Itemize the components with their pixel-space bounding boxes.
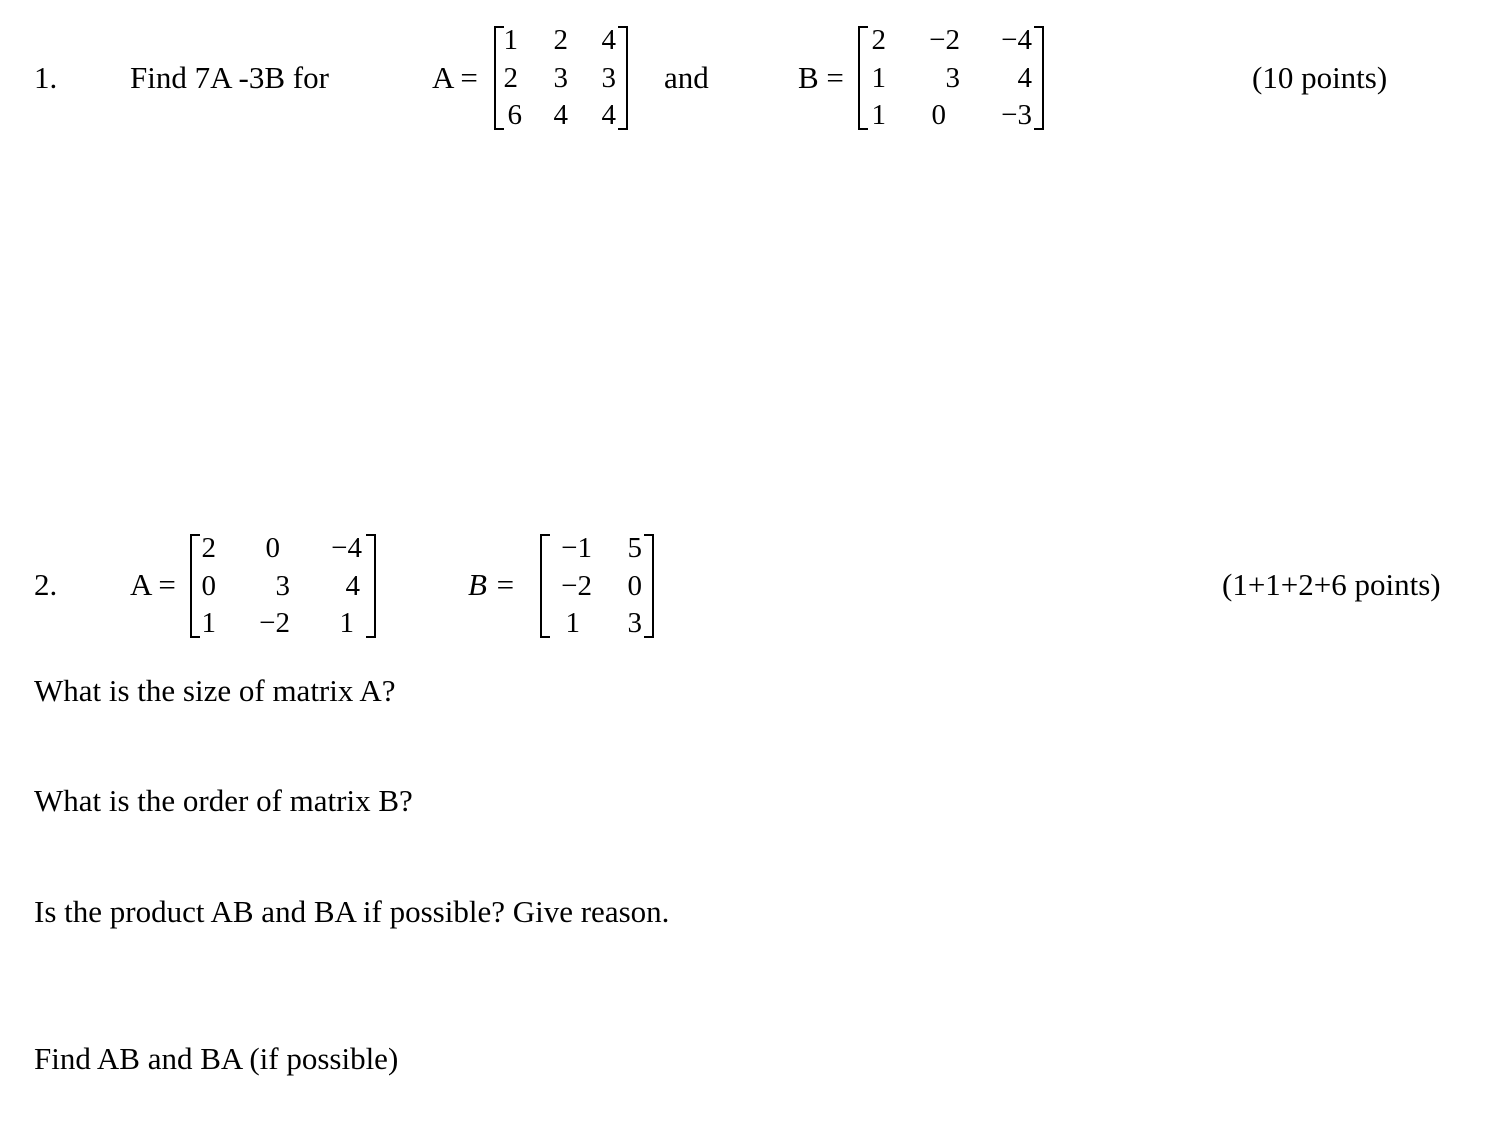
matrix-cell: −2 <box>561 570 592 602</box>
matrix-cell: 0 <box>201 570 216 602</box>
q2-question-size: What is the size of matrix A? <box>34 673 396 708</box>
matrix-cell: 4 <box>553 99 568 131</box>
matrix-cell: 2 <box>553 24 568 56</box>
q1-points: (10 points) <box>1252 60 1388 95</box>
matrix-cell: −1 <box>561 532 592 564</box>
matrix-cell: −4 <box>331 532 362 564</box>
matrix-cell: 1 <box>871 99 886 131</box>
matrix-cell: 3 <box>275 570 290 602</box>
q2-question-product: Is the product AB and BA if possible? Give reason. <box>34 894 670 929</box>
matrix-cell: 3 <box>945 62 960 94</box>
matrix-cell: 1 <box>871 62 886 94</box>
matrix-cell: 1 <box>565 607 580 639</box>
q1-matrix-a <box>494 26 628 130</box>
right-bracket <box>618 26 628 130</box>
right-bracket <box>1034 26 1044 130</box>
matrix-cell: 0 <box>931 99 946 131</box>
matrix-cell: −3 <box>1001 99 1032 131</box>
right-bracket <box>366 534 376 638</box>
q1-matrix-b <box>858 26 1044 130</box>
q1-connector: and <box>664 60 709 95</box>
matrix-cell: 3 <box>553 62 568 94</box>
question-1-number: 1. <box>34 60 58 95</box>
matrix-cell: 1 <box>201 607 216 639</box>
q2-matrix-b-label: B = <box>468 567 516 602</box>
q1-matrix-a-label: A = <box>432 60 478 95</box>
matrix-cell: 3 <box>601 62 616 94</box>
q2-matrix-b <box>540 534 654 638</box>
matrix-cell: 3 <box>627 607 642 639</box>
q2-matrix-a <box>190 534 376 638</box>
matrix-cell: 2 <box>871 24 886 56</box>
q1-matrix-b-label: B = <box>798 60 844 95</box>
matrix-cell: 2 <box>201 532 216 564</box>
matrix-cell: 1 <box>339 607 354 639</box>
q2-points: (1+1+2+6 points) <box>1222 567 1441 602</box>
matrix-cell: 0 <box>265 532 280 564</box>
matrix-cell: 4 <box>1017 62 1032 94</box>
matrix-cell: 4 <box>345 570 360 602</box>
q2-question-order: What is the order of matrix B? <box>34 783 413 818</box>
matrix-cell: −2 <box>929 24 960 56</box>
matrix-cell: 4 <box>601 99 616 131</box>
left-bracket <box>540 534 550 638</box>
question-2-number: 2. <box>34 567 58 602</box>
matrix-cell: −2 <box>259 607 290 639</box>
matrix-cell: 0 <box>627 570 642 602</box>
question-1-prompt: Find 7A -3B for <box>130 60 329 95</box>
right-bracket <box>644 534 654 638</box>
q2-question-find: Find AB and BA (if possible) <box>34 1041 399 1076</box>
matrix-cell: −4 <box>1001 24 1032 56</box>
matrix-cell: 6 <box>507 99 522 131</box>
matrix-cell: 2 <box>503 62 518 94</box>
matrix-cell: 5 <box>627 532 642 564</box>
matrix-cell: 1 <box>503 24 518 56</box>
q2-matrix-a-label: A = <box>130 567 176 602</box>
matrix-cell: 4 <box>601 24 616 56</box>
